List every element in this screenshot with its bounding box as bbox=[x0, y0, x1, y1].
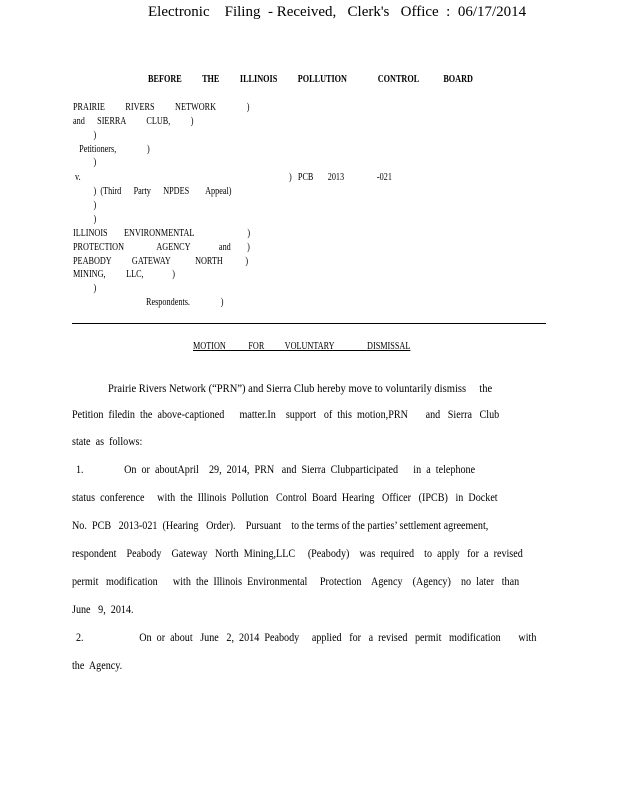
intro-line: state as follows: bbox=[72, 436, 143, 448]
filing-stamp: Electronic Filing - Received, Clerk's Office : 06/17/2014 bbox=[148, 4, 527, 20]
paragraph-1-line: June 9, 2014. bbox=[72, 604, 134, 616]
case-number: ) PCB 2013 -021 bbox=[289, 172, 392, 183]
paragraph-1-line: status conference with the Illinois Pollution Control Board Hearing Officer (IPCB) in Docket bbox=[72, 492, 498, 504]
motion-title: MOTION FOR VOLUNTARY DISMISSAL bbox=[193, 341, 411, 352]
intro-line: Petition filedin the above-captioned matter.In support of this motion,PRN and Sierra Club bbox=[72, 409, 500, 421]
caption-line: MINING, LLC, ) bbox=[73, 269, 176, 280]
intro-line: Prairie Rivers Network (“PRN”) and Sierra Club hereby move to voluntarily dismiss the bbox=[108, 381, 493, 395]
paragraph-2-line: the Agency. bbox=[72, 660, 123, 672]
caption-line: ILLINOIS ENVIRONMENTAL ) bbox=[73, 228, 251, 239]
caption-line: Petitioners, ) bbox=[73, 144, 150, 155]
caption-line: ) bbox=[73, 200, 97, 211]
caption-line: PEABODY GATEWAY NORTH ) bbox=[73, 256, 249, 267]
paragraph-1-line: respondent Peabody Gateway North Mining,LLC (Peabody) was required to apply for a revised bbox=[72, 548, 523, 560]
caption-line: ) bbox=[73, 214, 97, 225]
paragraph-1-line: No. PCB 2013-021 (Hearing Order). Pursuant to the terms of the parties’ settlement agreement, bbox=[72, 520, 489, 532]
caption-line: ) bbox=[73, 130, 97, 141]
paragraph-1-line: permit modification with the Illinois Environmental Protection Agency (Agency) no later than bbox=[72, 576, 520, 588]
respondents-label: Respondents. ) bbox=[146, 297, 224, 308]
paragraph-2-line: 2. On or about June 2, 2014 Peabody applied for a revised permit modification with bbox=[76, 632, 537, 644]
caption-divider bbox=[72, 323, 546, 324]
board-heading: BEFORE THE ILLINOIS POLLUTION CONTROL BOARD bbox=[148, 74, 473, 85]
caption-line: ) bbox=[73, 283, 97, 294]
caption-line: ) bbox=[73, 157, 97, 168]
paragraph-1-line: 1. On or aboutApril 29, 2014, PRN and Sierra Clubparticipated in a telephone bbox=[76, 464, 476, 476]
caption-line: and SIERRA CLUB, ) bbox=[73, 116, 194, 127]
caption-line: v. bbox=[73, 172, 81, 183]
caption-line: PRAIRIE RIVERS NETWORK ) bbox=[73, 102, 250, 113]
caption-line: ) (Third Party NPDES Appeal) bbox=[73, 186, 232, 197]
caption-line: PROTECTION AGENCY and ) bbox=[73, 242, 250, 253]
